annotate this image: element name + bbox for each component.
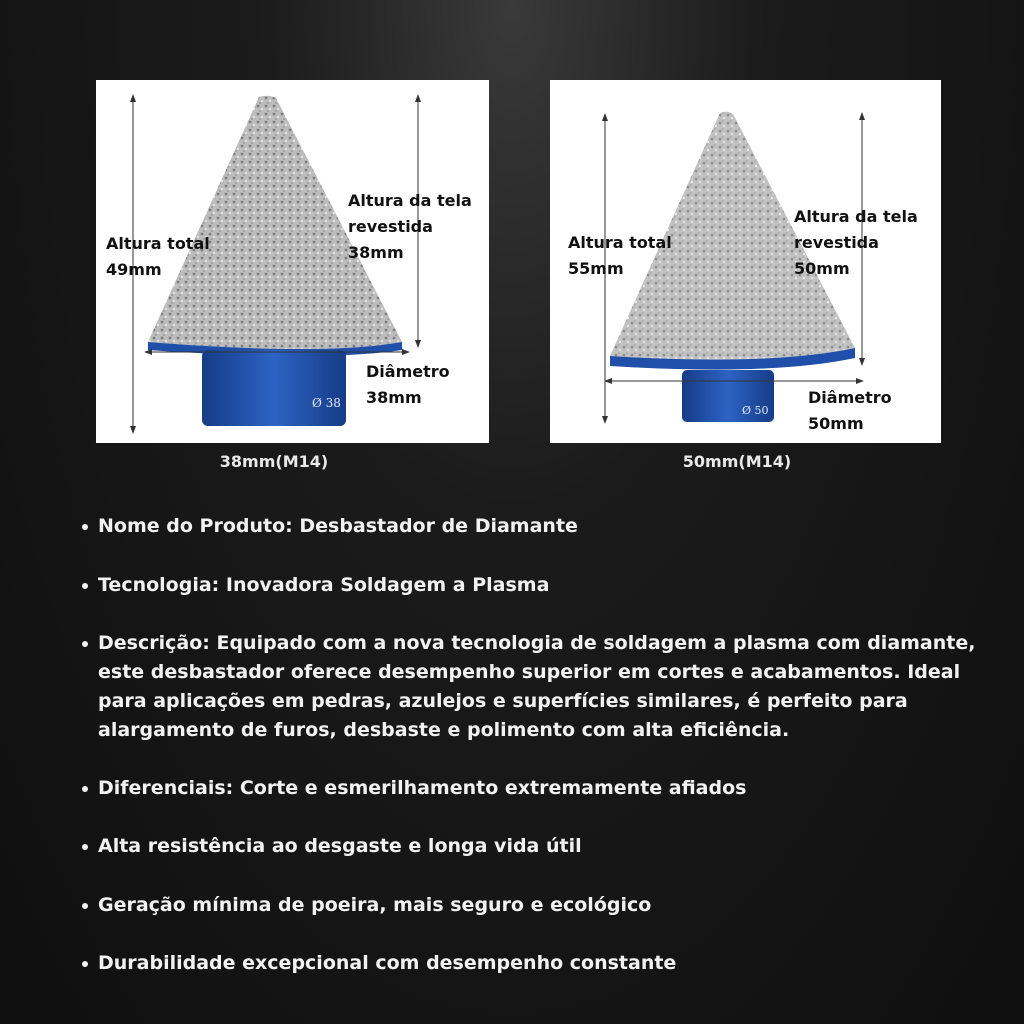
bullet-durability: Durabilidade excepcional com desempenho constante xyxy=(78,949,676,978)
bullet-differentials: Diferenciais: Corte e esmerilhamento extremamente afiados xyxy=(78,774,746,803)
product-image-38mm xyxy=(96,80,489,443)
coated-height-label: Altura da tela revestida 50mm xyxy=(794,207,918,278)
bullet-dot-icon xyxy=(82,524,88,530)
total-height-label: Altura total 55mm xyxy=(568,233,672,278)
bullet-dot-icon xyxy=(82,961,88,967)
diameter-label: Diâmetro 38mm xyxy=(366,362,450,407)
bullet-description: Descrição: Equipado com a nova tecnologia de soldagem a plasma com diamante, este desbastador oferece desempenho superior em cortes e acabamentos. Ideal para aplicações em pedras, azulejos e superfícies similares, é perfeito para alargamento de furos, desbaste e polimento com alta eficiência. xyxy=(78,629,978,745)
diameter-label: Diâmetro 50mm xyxy=(808,388,892,433)
caption-50mm: 50mm(M14) xyxy=(682,452,792,471)
bullet-wear-resistance: Alta resistência ao desgaste e longa vida útil xyxy=(78,832,582,861)
bullet-dot-icon xyxy=(82,903,88,909)
bullet-low-dust: Geração mínima de poeira, mais seguro e ecológico xyxy=(78,891,651,920)
coated-height-label: Altura da tela revestida 38mm xyxy=(348,191,472,262)
shank-mark: Ø 38 xyxy=(312,396,341,410)
bullet-dot-icon xyxy=(82,641,88,647)
bullet-technology: Tecnologia: Inovadora Soldagem a Plasma xyxy=(78,571,549,600)
bullet-dot-icon xyxy=(82,786,88,792)
bullet-product-name: Nome do Produto: Desbastador de Diamante xyxy=(78,512,578,541)
product-image-50mm xyxy=(550,80,941,443)
shank-mark: Ø 50 xyxy=(742,404,769,417)
total-height-label: Altura total 49mm xyxy=(106,234,210,279)
bullet-dot-icon xyxy=(82,583,88,589)
caption-38mm: 38mm(M14) xyxy=(219,452,329,471)
bullet-dot-icon xyxy=(82,844,88,850)
